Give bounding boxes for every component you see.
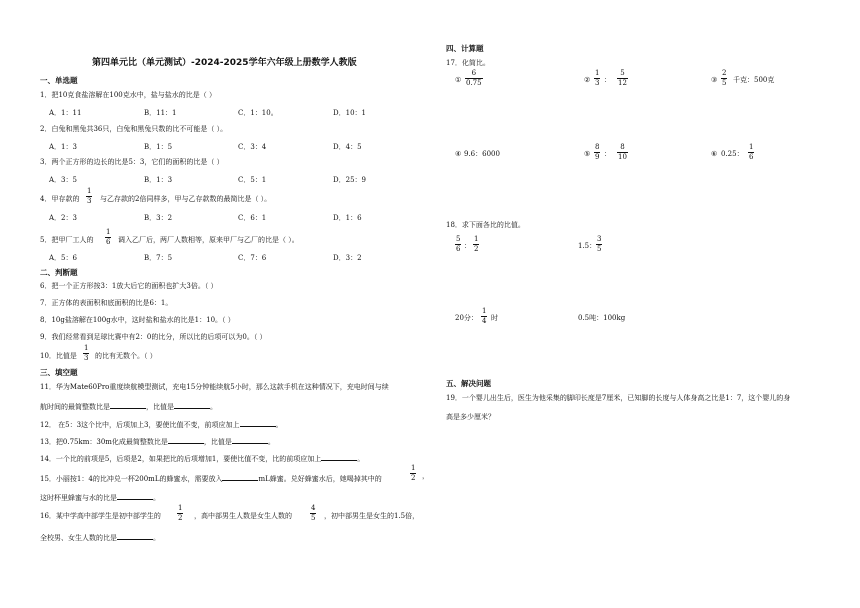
calc-item-6-text: 0.25：	[721, 150, 744, 158]
q3-option-b: B．1：3	[144, 176, 173, 184]
question-10-suffix: 的比有无数个。（ ）	[95, 352, 157, 360]
ratio-item-2-text: 1.5：	[578, 242, 597, 250]
section-heading-single-choice: 一、单选题	[40, 76, 78, 85]
q2-option-a: A．1：3	[49, 143, 77, 151]
ratio-item-1-fraction-2: 1 2	[474, 235, 479, 253]
ratio-item-1-fraction-1: 5 6	[456, 235, 461, 253]
question-16-part-a: 16．某中学高中部学生是初中部学生的	[40, 512, 161, 520]
ratio-item-1-sep: ：	[464, 242, 471, 250]
q1-option-a: A．1：11	[49, 109, 82, 117]
calc-item-6-fraction: 1 6	[749, 143, 754, 161]
q15-blank-2[interactable]	[117, 491, 153, 500]
question-18: 18．求下面各比的比值。	[446, 221, 525, 229]
calc-item-1-fraction: 6 0.75	[466, 69, 482, 87]
question-1: 1．把10克食盐溶解在100克水中，盐与盐水的比是（ ）	[40, 91, 216, 99]
question-16-part-b: ，高中部男生人数是女生人数的	[194, 512, 292, 520]
question-12: 12． 在5：3这个比中，后项加上3，要使比值不变，前项应加上 。	[40, 418, 283, 429]
question-16-part-c: ，初中部男生是女生的1.5倍，	[324, 512, 420, 520]
question-14: 14．一个比的前项是5，后项是2，如果把比的后项增加1，要使比值不变，比的前项应加上 。	[40, 452, 364, 463]
q16-blank[interactable]	[117, 531, 153, 540]
question-3: 3．两个正方形的边长的比是5：3，它们的面积的比是（ ）	[40, 158, 224, 166]
q14-blank[interactable]	[321, 452, 357, 461]
question-19-line2: 高是多少厘米？	[446, 413, 495, 421]
question-2: 2．白兔和黑兔共36只，白兔和黑兔只数的比不可能是（ ）。	[40, 125, 228, 133]
ratio-item-3-unit: 时	[491, 314, 498, 322]
q4-option-b: B．3：2	[144, 214, 173, 222]
calc-item-1-mark: ①	[455, 76, 462, 84]
question-15-comma: ，	[422, 472, 429, 480]
question-4-suffix: 与乙存款的2倍同样多，甲与乙存款数的最简比是（ ）。	[100, 195, 272, 203]
q10-fraction: 1 3	[84, 344, 89, 362]
calc-item-4-mark: ④	[455, 150, 462, 158]
section-heading-calculation: 四、计算题	[446, 44, 484, 53]
q13-blank-2[interactable]	[232, 435, 268, 444]
q12-blank[interactable]	[240, 418, 276, 427]
question-16-line2: 全校男、女生人数的比是 。	[40, 531, 160, 542]
calc-item-3-fraction: 2 5	[722, 69, 727, 87]
question-17: 17．化简比。	[446, 59, 490, 67]
q4-option-c: C．6：1	[238, 214, 267, 222]
page-title: 第四单元比（单元测试）-2024-2025学年六年级上册数学人教版	[92, 58, 357, 68]
question-5-suffix: 调入乙厂后，两厂人数相等，原来甲厂与乙厂的比是（ ）。	[118, 236, 299, 244]
question-10-prefix: 10．比值是	[40, 352, 77, 360]
q3-option-d: D．25：9	[333, 176, 366, 184]
question-6: 6．把一个正方形按3：1放大后它的面积也扩大3倍。（ ）	[40, 282, 218, 290]
q2-option-c: C．3：4	[238, 143, 267, 151]
q16-fraction-2: 4 5	[311, 504, 316, 522]
question-8: 8．10g盐溶解在100g水中，这时盐和盐水的比是1：10。（ ）	[40, 316, 235, 324]
q5-option-c: C．7：6	[238, 254, 267, 262]
calc-item-5-mark: ⑤	[584, 150, 591, 158]
q4-option-a: A．2：3	[49, 214, 77, 222]
q13-blank-1[interactable]	[168, 435, 204, 444]
calc-item-3-text: 千克：500克	[733, 76, 775, 84]
ratio-item-3-text: 20分：	[455, 314, 478, 322]
q4-option-d: D．1：6	[333, 214, 362, 222]
question-7: 7．正方体的表面积和底面积的比是6：1。	[40, 299, 173, 307]
q4-fraction: 1 3	[87, 187, 92, 205]
q15-fraction: 1 2	[411, 464, 416, 482]
question-13: 13．把0.75km：30m化成最简整数比是 ，比值是 。	[40, 435, 275, 446]
question-15-line1: 15．小丽按1：4的比冲兑一杯200mL的蜂蜜水，需要放入 mL蜂蜜。兑好蜂蜜水后，她喝掉其中的	[40, 472, 382, 483]
calc-item-2-fraction-1: 1 3	[595, 69, 600, 87]
question-5-prefix: 5．把甲厂工人的	[40, 236, 94, 244]
question-9: 9．我们经常看到足球比赛中有2：0的比分，所以比的后项可以为0。（ ）	[40, 333, 267, 341]
q2-option-b: B．1：5	[144, 143, 173, 151]
question-15-line2: 这时杯里蜂蜜与水的比是 。	[40, 491, 160, 502]
calc-item-5-sep: ：	[604, 150, 611, 158]
q11-blank-2[interactable]	[174, 400, 210, 409]
calc-item-4-text: 9.6：6000	[464, 150, 500, 158]
section-heading-fill-blank: 三、填空题	[40, 368, 78, 377]
ratio-item-2-fraction: 3 5	[597, 235, 602, 253]
q3-option-c: C．5：1	[238, 176, 267, 184]
calc-item-5-fraction-2: 8 10	[618, 143, 627, 161]
question-19-line1: 19．一个婴儿出生后，医生为他采集的脚印长度是7厘米，已知脚的长度与人体身高之比是1：7，这个婴儿的身	[446, 394, 791, 402]
ratio-item-4-text: 0.5吨：100kg	[578, 314, 626, 322]
calc-item-5-fraction-1: 8 9	[595, 143, 600, 161]
section-heading-true-false: 二、判断题	[40, 268, 78, 277]
calc-item-2-mark: ②	[584, 76, 591, 84]
question-11-line1: 11．华为Mate60Pro重度续航模型测试，充电15分钟能续航5小时，那么这款手机在这种情况下，充电时间与续	[40, 383, 389, 391]
q5-option-d: D．3：2	[333, 254, 362, 262]
q16-fraction-1: 1 2	[178, 504, 183, 522]
q11-blank-1[interactable]	[110, 400, 146, 409]
calc-item-3-mark: ③	[711, 76, 718, 84]
section-heading-problem-solving: 五、解决问题	[446, 379, 491, 388]
calc-item-2-sep: ：	[604, 76, 611, 84]
question-4-prefix: 4．甲存款的	[40, 195, 80, 203]
q2-option-d: D．4：5	[333, 143, 362, 151]
q5-fraction: 1 6	[106, 228, 111, 246]
q5-option-b: B．7：5	[144, 254, 173, 262]
q1-option-d: D．10：1	[333, 109, 366, 117]
q1-option-c: C．1：10。	[238, 109, 278, 117]
q3-option-a: A．3：5	[49, 176, 77, 184]
calc-item-6-mark: ⑥	[711, 150, 718, 158]
question-11-line2: 航时间的最简整数比是 ，比值是 。	[40, 400, 217, 411]
calc-item-2-fraction-2: 5 12	[618, 69, 627, 87]
q5-option-a: A．5：6	[49, 254, 77, 262]
ratio-item-3-fraction: 1 4	[482, 307, 487, 325]
q15-blank-1[interactable]	[222, 472, 258, 481]
q1-option-b: B．11：1	[144, 109, 177, 117]
